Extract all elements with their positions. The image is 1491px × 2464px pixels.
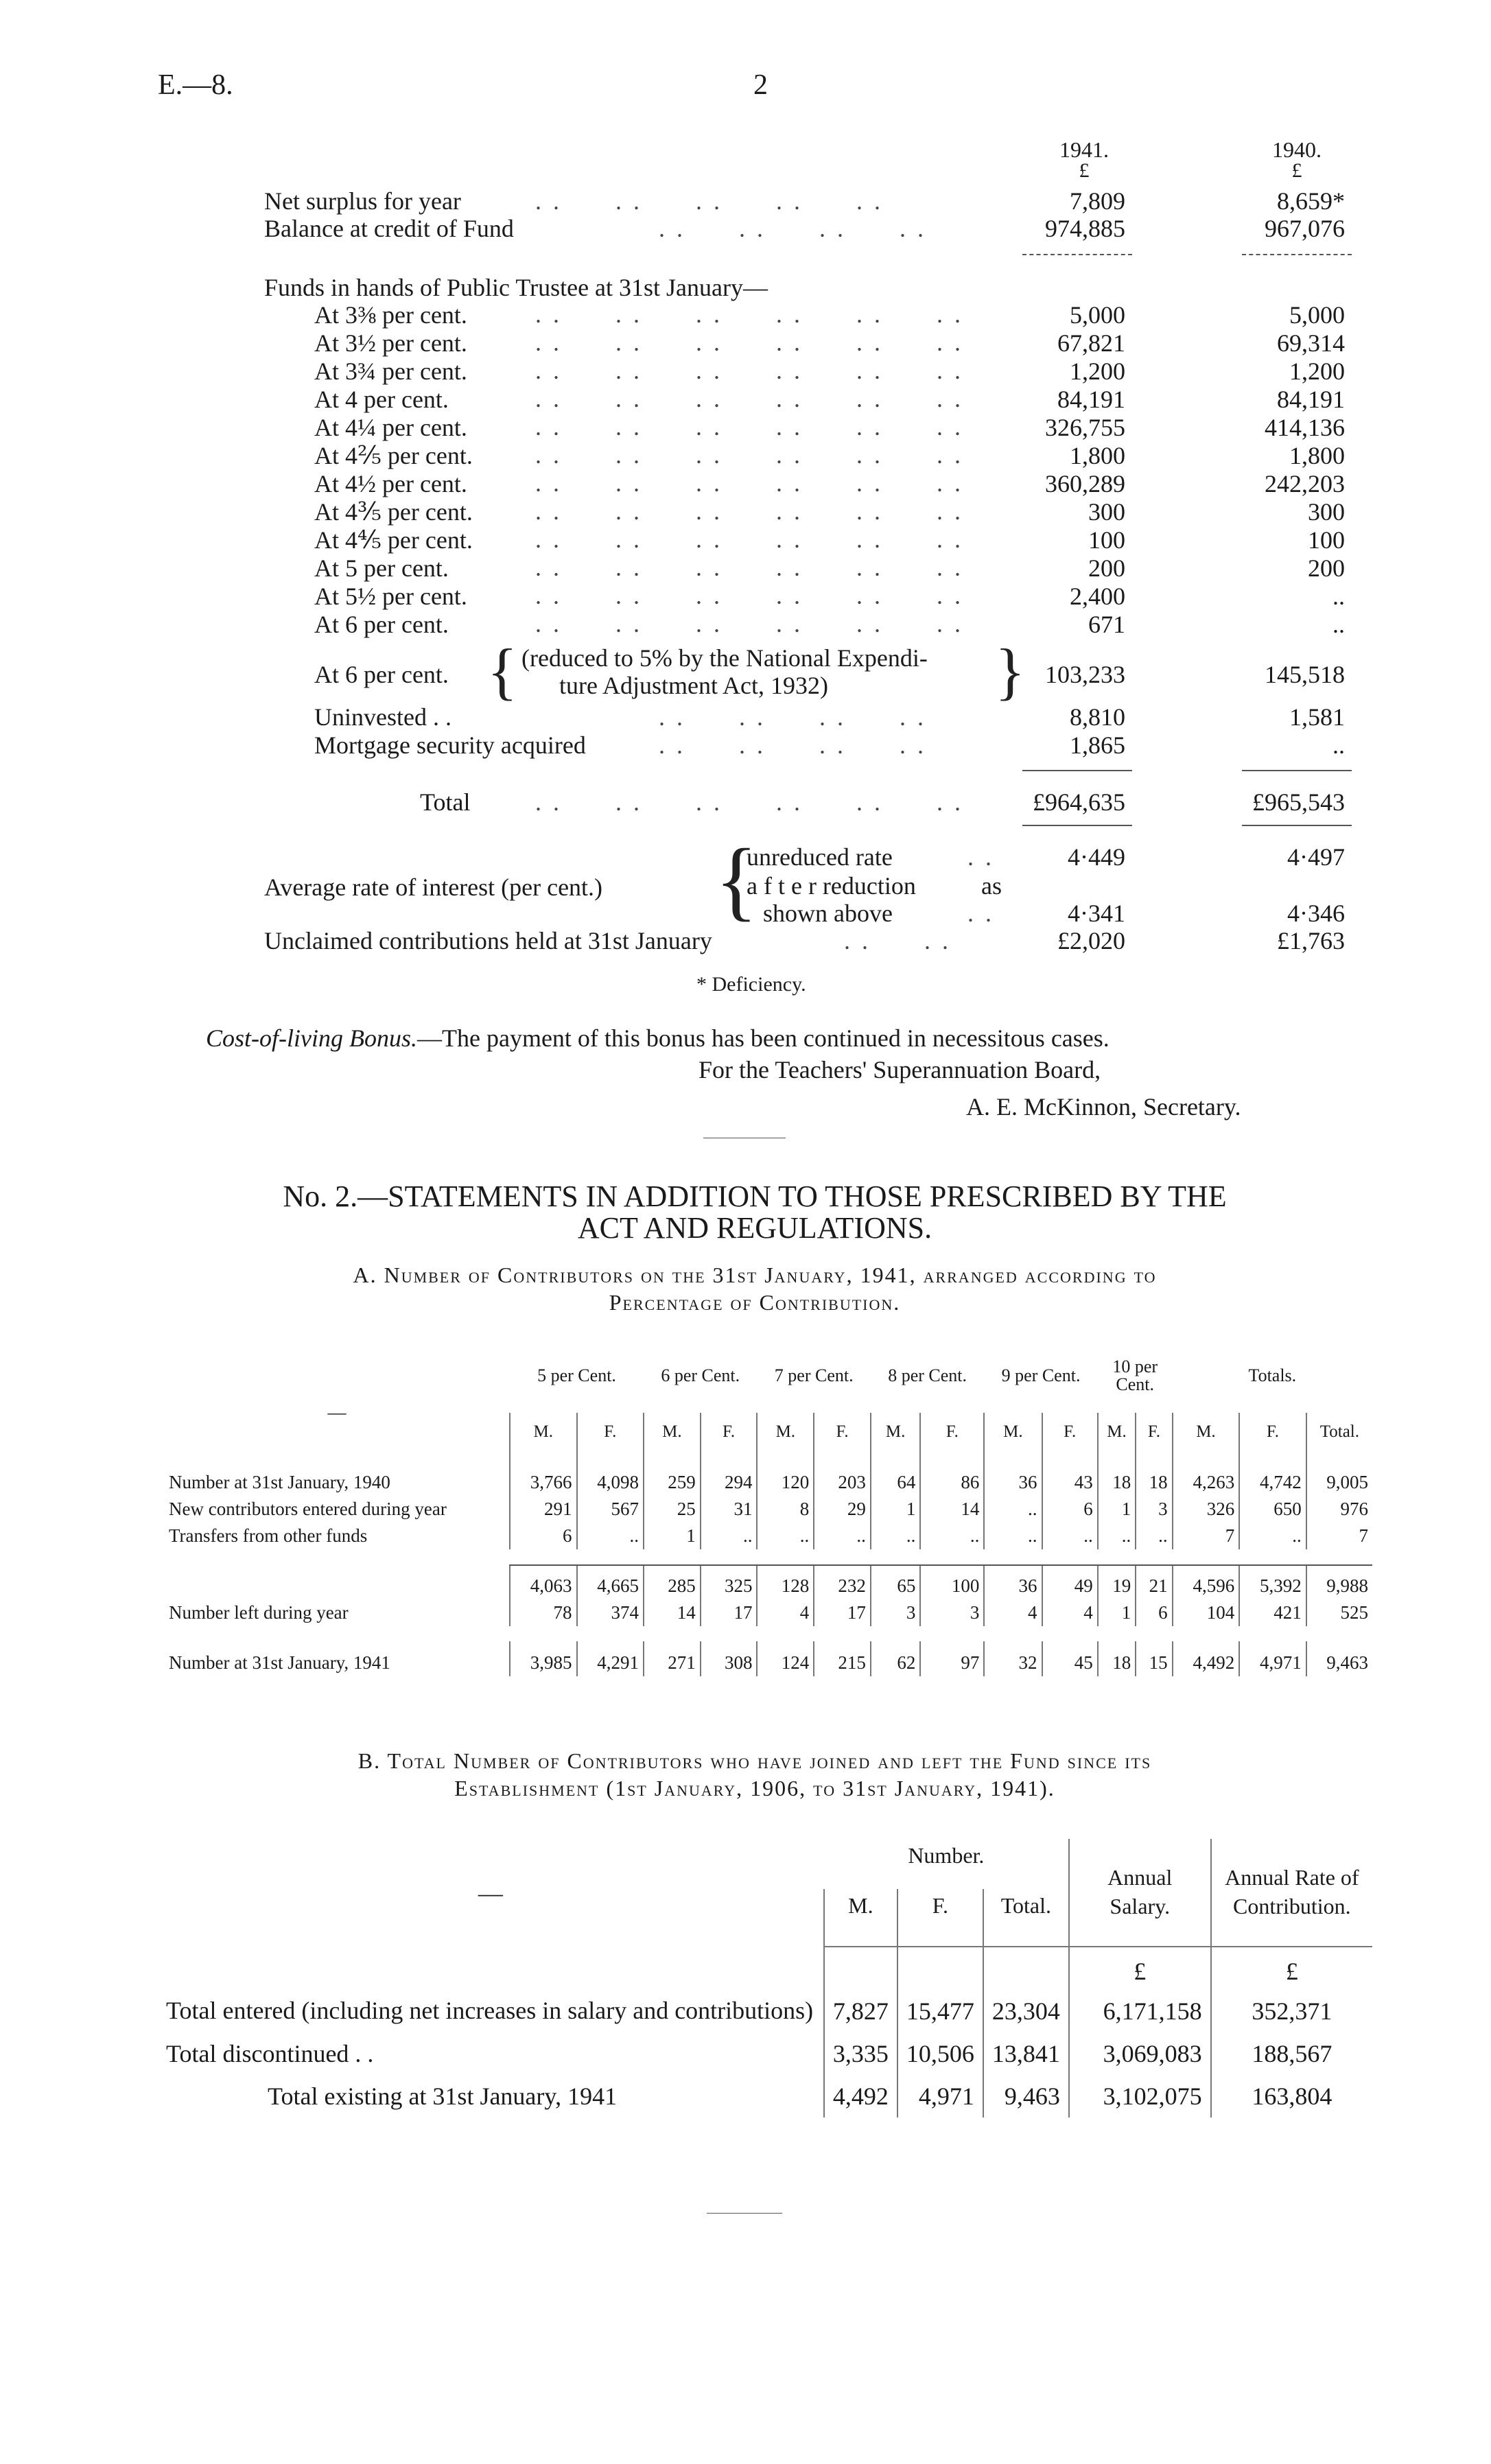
cell: 7 xyxy=(1306,1523,1372,1549)
cell: 124 xyxy=(757,1641,814,1676)
table-row xyxy=(165,1599,1372,1626)
cell: 4,971 xyxy=(1239,1641,1306,1676)
cell: .. xyxy=(814,1523,871,1549)
fund-1940: 84,191 xyxy=(1277,386,1345,413)
cell: 3,069,083 xyxy=(1069,2032,1211,2075)
group-header: 5 per Cent. xyxy=(537,1365,616,1385)
cell: 4,492 xyxy=(824,2075,897,2117)
bonus-text: —The payment of this bonus has been continued in necessitous cases. xyxy=(417,1024,1110,1052)
fund-1941: 1,800 xyxy=(1070,442,1125,469)
cell: 15,477 xyxy=(897,1990,983,2032)
cell: 78 xyxy=(510,1599,577,1626)
cell: 6 xyxy=(1136,1599,1172,1626)
cell: 4,971 xyxy=(897,2075,983,2117)
cell: 18 xyxy=(1136,1469,1172,1496)
fund-1940: 1,200 xyxy=(1289,357,1345,385)
net-surplus-1941: 7,809 xyxy=(1070,187,1125,215)
cell: 325 xyxy=(701,1565,758,1599)
uninvested-1940: 1,581 xyxy=(1289,703,1345,731)
cell: 188,567 xyxy=(1211,2032,1372,2075)
bonus-for-line: For the Teachers' Superannuation Board, xyxy=(698,1056,1101,1083)
cell: 4 xyxy=(984,1599,1042,1626)
row-label: Total entered (including net increases in salary and contributions) xyxy=(166,1997,814,2025)
cell: 5,392 xyxy=(1239,1565,1306,1599)
cell: 36 xyxy=(984,1565,1042,1599)
fund-reduced-1941: 103,233 xyxy=(1045,661,1125,688)
salary-header: Annual Salary. xyxy=(1069,1839,1211,1947)
cell: 3,335 xyxy=(824,2032,897,2075)
cell: 4,596 xyxy=(1173,1565,1240,1599)
cell: 1 xyxy=(644,1523,701,1549)
page-number: 2 xyxy=(753,69,768,101)
cell: 120 xyxy=(757,1469,814,1496)
fund-1940: .. xyxy=(1332,611,1345,638)
f-header: F. xyxy=(897,1889,983,1947)
fund-1940: .. xyxy=(1332,583,1345,610)
group-header: 6 per Cent. xyxy=(661,1365,740,1385)
cell: 567 xyxy=(577,1496,644,1523)
cell: 4,492 xyxy=(1173,1641,1240,1676)
row-label: Number left during year xyxy=(169,1602,349,1623)
table-row xyxy=(165,1565,1372,1599)
sub-header: M. xyxy=(510,1413,577,1469)
section-title-2: ACT AND REGULATIONS. xyxy=(577,1211,932,1245)
cell: 1 xyxy=(871,1496,920,1523)
cell: .. xyxy=(1042,1523,1098,1549)
cell: 25 xyxy=(644,1496,701,1523)
cell: 4 xyxy=(757,1599,814,1626)
fund-1941: 5,000 xyxy=(1070,301,1125,329)
table-row xyxy=(165,1641,1372,1676)
cell: 3,102,075 xyxy=(1069,2075,1211,2117)
cell: 1 xyxy=(1098,1599,1136,1626)
uninvested-1941: 8,810 xyxy=(1070,703,1125,731)
cell: 3 xyxy=(1136,1496,1172,1523)
sub-header: M. xyxy=(644,1413,701,1469)
row-label: Transfers from other funds xyxy=(169,1525,368,1546)
funds-heading: Funds in hands of Public Trustee at 31st January— xyxy=(264,274,768,301)
fund-1940: 100 xyxy=(1308,526,1345,554)
fund-rate-label: At 4½ per cent. xyxy=(314,470,467,497)
table-a-title-1: A. Number of Contributors on the 31st January, 1941, arranged according to xyxy=(353,1263,1157,1287)
interest-label: Average rate of interest (per cent.) xyxy=(264,873,603,901)
fund-1940: 414,136 xyxy=(1265,414,1345,441)
divider xyxy=(1022,254,1132,255)
unclaimed-1940: £1,763 xyxy=(1277,927,1345,954)
leader-dots: . . . . xyxy=(844,927,951,954)
cell: 326 xyxy=(1173,1496,1240,1523)
m-header: M. xyxy=(824,1889,897,1947)
sub-header: Total. xyxy=(1306,1413,1372,1469)
cell: 65 xyxy=(871,1565,920,1599)
fund-rate-label: At 3¾ per cent. xyxy=(314,357,467,385)
cell: 4,098 xyxy=(577,1469,644,1496)
group-header: 8 per Cent. xyxy=(888,1365,967,1385)
cell: 308 xyxy=(701,1641,758,1676)
fund-1940: 200 xyxy=(1308,554,1345,582)
sub-header: F. xyxy=(701,1413,758,1469)
fund-1941: 1,200 xyxy=(1070,357,1125,385)
cell: 525 xyxy=(1306,1599,1372,1626)
group-header: Totals. xyxy=(1248,1365,1297,1385)
contributors-table-a xyxy=(165,1355,1372,1676)
cell: .. xyxy=(984,1496,1042,1523)
fund-rate-label: At 3½ per cent. xyxy=(314,329,467,357)
table-row xyxy=(165,1496,1372,1523)
leader-dots: . . xyxy=(967,900,994,927)
cell: 203 xyxy=(814,1469,871,1496)
group-header: 7 per Cent. xyxy=(774,1365,854,1385)
leader-dots: . . . . . . . . xyxy=(659,703,926,731)
row-label: Number at 31st January, 1941 xyxy=(169,1652,390,1673)
fund-rate-label: At 4⅗ per cent. xyxy=(314,498,473,526)
right-brace: } xyxy=(995,636,1026,706)
balance-1941: 974,885 xyxy=(1045,215,1125,242)
cell: 259 xyxy=(644,1469,701,1496)
table-b-title-1: B. Total Number of Contributors who have joined and left the Fund since its xyxy=(357,1748,1152,1773)
cell: 4,263 xyxy=(1173,1469,1240,1496)
total-header: Total. xyxy=(983,1889,1069,1947)
number-header: Number. xyxy=(908,1843,985,1868)
fund-1941: 2,400 xyxy=(1070,583,1125,610)
fund-1941: 84,191 xyxy=(1057,386,1125,413)
cell: 86 xyxy=(920,1469,984,1496)
cell: 23,304 xyxy=(983,1990,1069,2032)
sub-header: F. xyxy=(920,1413,984,1469)
cell: 100 xyxy=(920,1565,984,1599)
sub-header: M. xyxy=(871,1413,920,1469)
total-label: Total xyxy=(420,788,471,816)
table-row xyxy=(158,2032,1372,2075)
divider xyxy=(1242,254,1352,255)
cell: 271 xyxy=(644,1641,701,1676)
group-header: 9 per Cent. xyxy=(1001,1365,1081,1385)
fund-1940: 69,314 xyxy=(1277,329,1345,357)
cell: 43 xyxy=(1042,1469,1098,1496)
cell: 19 xyxy=(1098,1565,1136,1599)
interest-reduced-1940: 4·346 xyxy=(1287,900,1345,927)
mortgage-label: Mortgage security acquired xyxy=(314,731,586,759)
interest-reduced-1941: 4·341 xyxy=(1068,900,1125,927)
fund-1941: 360,289 xyxy=(1045,470,1125,497)
stub-header: — xyxy=(478,1879,503,1907)
row-label: New contributors entered during year xyxy=(169,1498,447,1519)
table-row xyxy=(165,1523,1372,1549)
cell: .. xyxy=(1098,1523,1136,1549)
leader-dots: . . . . . . . . xyxy=(659,215,926,242)
cell: 17 xyxy=(814,1599,871,1626)
leader-dots: . . . . . . . . . . . . xyxy=(535,788,963,816)
cell: 4,742 xyxy=(1239,1469,1306,1496)
cell: 4,291 xyxy=(577,1641,644,1676)
cell: 9,463 xyxy=(1306,1641,1372,1676)
unclaimed-label: Unclaimed contributions held at 31st January xyxy=(264,927,712,954)
cell: 1 xyxy=(1098,1496,1136,1523)
sub-header: M. xyxy=(1173,1413,1240,1469)
cell: 7 xyxy=(1173,1523,1240,1549)
cell: 352,371 xyxy=(1211,1990,1372,2032)
year-1940-heading: 1940. xyxy=(1272,137,1322,162)
balance-1940: 967,076 xyxy=(1265,215,1345,242)
cell: 4 xyxy=(1042,1599,1098,1626)
cell: 3 xyxy=(871,1599,920,1626)
cell: 3,766 xyxy=(510,1469,577,1496)
sub-header: M. xyxy=(757,1413,814,1469)
sub-header: F. xyxy=(814,1413,871,1469)
sub-header: M. xyxy=(984,1413,1042,1469)
divider xyxy=(707,2213,782,2214)
cell: 49 xyxy=(1042,1565,1098,1599)
row-label xyxy=(165,1565,510,1599)
fund-1940: 242,203 xyxy=(1265,470,1345,497)
sub-header: F. xyxy=(1042,1413,1098,1469)
cell: 976 xyxy=(1306,1496,1372,1523)
bonus-paragraph xyxy=(206,1024,1110,1053)
year-1941-heading: 1941. xyxy=(1059,137,1109,162)
cell: 64 xyxy=(871,1469,920,1496)
cell: 215 xyxy=(814,1641,871,1676)
cell: 14 xyxy=(920,1496,984,1523)
rate-currency: £ xyxy=(1211,1947,1372,1990)
currency-1940: £ xyxy=(1291,159,1302,182)
leader-dots: . . . . . . . . . . . . . . . . . . . . . . . . . . . . . . . . . . . . . . . . . . . . . . . . . . . . . . . . . . . . . . . . . . . . . . . . . . . . . . . . . . . . . . . . . . . . . . . . . . . . . . . . . . . . . . . . . . . . . . . . . . . . . . . . . . . . . . . . . . . . . . . . xyxy=(535,301,963,637)
salary-currency: £ xyxy=(1069,1947,1211,1990)
cell: .. xyxy=(577,1523,644,1549)
cell: 7,827 xyxy=(824,1990,897,2032)
total-1940: £965,543 xyxy=(1252,788,1345,816)
fund-rate-label: At 3⅜ per cent. xyxy=(314,301,467,329)
leader-dots: . . xyxy=(967,843,994,871)
cell: 374 xyxy=(577,1599,644,1626)
divider xyxy=(1242,770,1352,771)
fund-1941: 671 xyxy=(1088,611,1125,638)
cell: 17 xyxy=(701,1599,758,1626)
page-ref: E.—8. xyxy=(158,69,233,101)
cell: 14 xyxy=(644,1599,701,1626)
cell: 104 xyxy=(1173,1599,1240,1626)
fund-reduced-1940: 145,518 xyxy=(1265,661,1345,688)
cell: 6 xyxy=(1042,1496,1098,1523)
cell: 291 xyxy=(510,1496,577,1523)
cell: 29 xyxy=(814,1496,871,1523)
cell: 15 xyxy=(1136,1641,1172,1676)
table-row xyxy=(158,1990,1372,2032)
interest-opt-shown: shown above xyxy=(763,900,893,927)
table-a-title-2: Percentage of Contribution. xyxy=(609,1290,901,1315)
currency-1941: £ xyxy=(1079,159,1090,182)
interest-opt-unreduced: unreduced rate xyxy=(747,843,893,871)
cell: 31 xyxy=(701,1496,758,1523)
sub-header: M. xyxy=(1098,1413,1136,1469)
cell: 3 xyxy=(920,1599,984,1626)
fund-rate-label: At 5 per cent. xyxy=(314,554,449,582)
signature: A. E. McKinnon, Secretary. xyxy=(966,1093,1241,1120)
net-surplus-1940: 8,659* xyxy=(1277,187,1345,215)
cell: 8 xyxy=(757,1496,814,1523)
mortgage-1941: 1,865 xyxy=(1070,731,1125,759)
stub-header: — xyxy=(327,1401,347,1422)
cell: 18 xyxy=(1098,1641,1136,1676)
cell: .. xyxy=(871,1523,920,1549)
cell: .. xyxy=(1239,1523,1306,1549)
table-row xyxy=(158,2075,1372,2117)
cell: 10,506 xyxy=(897,2032,983,2075)
fund-1941: 100 xyxy=(1088,526,1125,554)
row-label: Total discontinued . . xyxy=(166,2040,374,2067)
fund-rate-label: At 6 per cent. xyxy=(314,611,449,638)
cell: 4,063 xyxy=(510,1565,577,1599)
leader-dots: . . . . . . . . xyxy=(659,731,926,759)
cell: 6 xyxy=(510,1523,577,1549)
fund-1940: 1,800 xyxy=(1289,442,1345,469)
fund-reduced-label: At 6 per cent. xyxy=(314,661,449,688)
cell: 9,988 xyxy=(1306,1565,1372,1599)
fund-1941: 326,755 xyxy=(1045,414,1125,441)
left-brace: { xyxy=(487,636,518,706)
rate-header: Annual Rate of Contribution. xyxy=(1211,1839,1372,1947)
table-row xyxy=(165,1469,1372,1496)
fund-1941: 300 xyxy=(1088,498,1125,526)
interest-unreduced-1941: 4·449 xyxy=(1068,843,1125,871)
cell: 294 xyxy=(701,1469,758,1496)
sub-header: F. xyxy=(1239,1413,1306,1469)
cell: .. xyxy=(920,1523,984,1549)
interest-opt-as: as xyxy=(981,872,1002,900)
fund-1940: 5,000 xyxy=(1289,301,1345,329)
divider xyxy=(1242,825,1352,826)
fund-1941: 200 xyxy=(1088,554,1125,582)
group-header: 10 per Cent. xyxy=(1112,1357,1158,1394)
cell: 163,804 xyxy=(1211,2075,1372,2117)
fund-rate-label: At 4⅖ per cent. xyxy=(314,442,473,469)
cell: 421 xyxy=(1239,1599,1306,1626)
fund-1940: 300 xyxy=(1308,498,1345,526)
footnote: * Deficiency. xyxy=(696,973,806,996)
sub-header: F. xyxy=(577,1413,644,1469)
cell: 232 xyxy=(814,1565,871,1599)
leader-dots: . . . . . . . . . . xyxy=(535,187,883,215)
cell: 650 xyxy=(1239,1496,1306,1523)
contributors-table-b xyxy=(158,1839,1372,2117)
balance-label: Balance at credit of Fund xyxy=(264,215,514,242)
cell: 32 xyxy=(984,1641,1042,1676)
cell: .. xyxy=(1136,1523,1172,1549)
cell: 13,841 xyxy=(983,2032,1069,2075)
sub-header: F. xyxy=(1136,1413,1172,1469)
cell: 6,171,158 xyxy=(1069,1990,1211,2032)
cell: 285 xyxy=(644,1565,701,1599)
total-1941: £964,635 xyxy=(1033,788,1125,816)
unclaimed-1941: £2,020 xyxy=(1057,927,1125,954)
fund-rate-label: At 4¼ per cent. xyxy=(314,414,467,441)
divider xyxy=(1022,825,1132,826)
interest-unreduced-1940: 4·497 xyxy=(1287,843,1345,871)
fund-rate-label: At 4⅘ per cent. xyxy=(314,526,473,554)
section-title-1: No. 2.—STATEMENTS IN ADDITION TO THOSE PRESCRIBED BY THE xyxy=(283,1180,1227,1213)
cell: 62 xyxy=(871,1641,920,1676)
divider xyxy=(1022,770,1132,771)
row-label: Total existing at 31st January, 1941 xyxy=(268,2082,618,2110)
cell: .. xyxy=(701,1523,758,1549)
cell: 9,005 xyxy=(1306,1469,1372,1496)
fund-1941: 67,821 xyxy=(1057,329,1125,357)
fund-rate-label: At 4 per cent. xyxy=(314,386,449,413)
cell: 97 xyxy=(920,1641,984,1676)
net-surplus-label: Net surplus for year xyxy=(264,187,461,215)
cell: 128 xyxy=(757,1565,814,1599)
cell: 9,463 xyxy=(983,2075,1069,2117)
cell: 4,665 xyxy=(577,1565,644,1599)
mortgage-1940: .. xyxy=(1332,731,1345,759)
interest-opt-after: a f t e r reduction xyxy=(747,872,916,900)
table-b-title-2: Establishment (1st January, 1906, to 31st January, 1941). xyxy=(454,1776,1055,1800)
cell: 18 xyxy=(1098,1469,1136,1496)
row-label: Number at 31st January, 1940 xyxy=(169,1472,390,1492)
cell: .. xyxy=(984,1523,1042,1549)
fund-reduced-note-2: ture Adjustment Act, 1932) xyxy=(559,672,828,699)
fund-reduced-note-1: (reduced to 5% by the National Expendi- xyxy=(521,644,928,672)
cell: 3,985 xyxy=(510,1641,577,1676)
left-brace: { xyxy=(715,831,758,930)
fund-rate-label: At 5½ per cent. xyxy=(314,583,467,610)
cell: .. xyxy=(757,1523,814,1549)
uninvested-label: Uninvested . . xyxy=(314,703,451,731)
cell: 21 xyxy=(1136,1565,1172,1599)
cell: 45 xyxy=(1042,1641,1098,1676)
bonus-heading: Cost-of-living Bonus. xyxy=(206,1024,417,1052)
cell: 36 xyxy=(984,1469,1042,1496)
